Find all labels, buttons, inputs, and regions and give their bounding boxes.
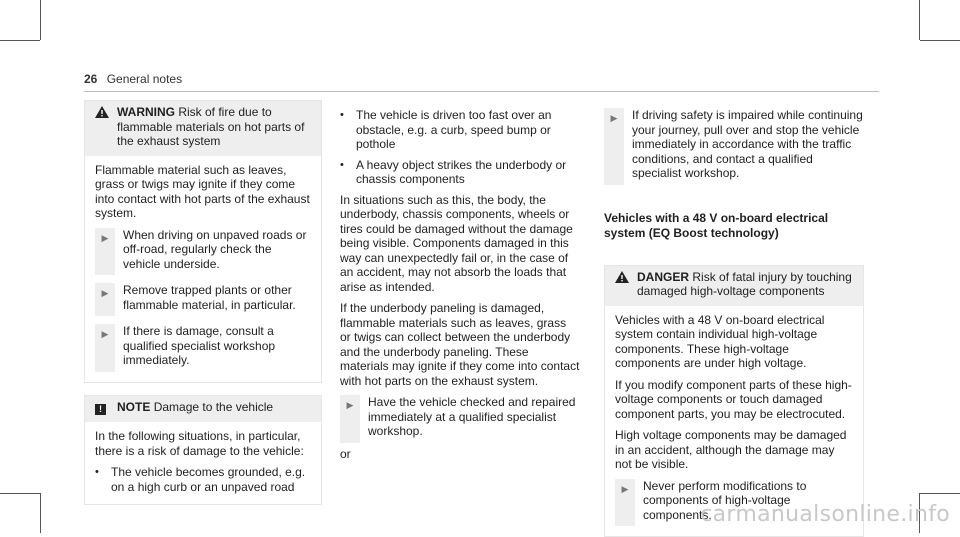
arrow-right-icon: ▶ (95, 228, 115, 276)
arrow-right-icon: ▶ (95, 283, 115, 316)
note-heading: Damage to the vehicle (154, 400, 273, 414)
note-box (84, 395, 322, 506)
section-title: Vehicles with a 48 V on-board electrical system (EQ Boost technology) (604, 211, 864, 241)
warning-label: WARNING (117, 105, 175, 119)
list-item-text: A heavy object strikes the underbody or chassis components (356, 158, 580, 187)
danger-paragraph: If you modify component parts of these high-voltage components or touch damaged component parts, you may be electrocuted. (615, 378, 853, 422)
note-body: In the following situations, in particular, there is a risk of damage to the vehicle: (95, 429, 311, 458)
step-text: If there is damage, consult a qualified specialist workshop immediately. (123, 324, 311, 372)
list-item (95, 465, 311, 494)
danger-paragraph: Vehicles with a 48 V on-board electrical system contain individual high-voltage components. These high-voltage components are under high voltage. (615, 313, 853, 371)
arrow-right-icon: ▶ (604, 108, 624, 185)
note-icon: ! (95, 401, 117, 416)
list-item-text: The vehicle is driven too fast over an obstacle, e.g. a curb, speed bump or pothole (356, 108, 580, 152)
arrow-right-icon: ▶ (340, 395, 360, 443)
instruction-step (340, 395, 580, 443)
watermark: carmanualsonline.info (700, 502, 950, 527)
warning-body: Flammable material such as leaves, grass or twigs may ignite if they come into contact with hot parts of the exhaust system. (95, 163, 311, 221)
instruction-step (604, 108, 864, 185)
step-text: If driving safety is impaired while continuing your journey, pull over and stop the vehicle immediately in accordance with the traffic conditions, and contact a qualified specialist workshop. (632, 108, 864, 185)
warning-triangle-icon (95, 106, 117, 122)
step-text: Never perform modifications to components of high-voltage components. (643, 479, 853, 527)
crop-mark (0, 40, 40, 41)
step-text: Have the vehicle checked and repaired immediately at a qualified specialist workshop. (368, 395, 580, 443)
danger-label: DANGER (637, 270, 689, 284)
column-3 (604, 108, 864, 537)
header-divider (84, 91, 879, 92)
bullet-icon: • (340, 158, 356, 187)
list-item (340, 158, 580, 187)
danger-paragraph: High voltage components may be damaged in an accident, although the damage may not be visible. (615, 428, 853, 472)
crop-mark (40, 493, 41, 533)
column-2 (340, 108, 580, 461)
crop-mark (919, 0, 920, 40)
page-header (84, 72, 182, 86)
warning-step (95, 283, 311, 316)
warning-step (95, 324, 311, 372)
arrow-right-icon: ▶ (95, 324, 115, 372)
warning-triangle-icon (615, 271, 637, 287)
crop-mark (0, 493, 40, 494)
paragraph: If the underbody paneling is damaged, flammable materials such as leaves, grass or twigs can collect between the underbody and the underbody paneling. These materials may ignite if they come into contact with hot parts on the exhaust system. (340, 301, 580, 388)
danger-box (604, 265, 864, 537)
danger-heading: Risk of fatal injury by touching damaged high-voltage components (637, 270, 852, 299)
page-number: 26 (84, 72, 97, 86)
warning-box (84, 100, 322, 383)
crop-mark (40, 0, 41, 40)
note-label: NOTE (117, 400, 150, 414)
step-text: Remove trapped plants or other flammable material, in particular. (123, 283, 311, 316)
or-text: or (340, 447, 580, 462)
warning-step (95, 228, 311, 276)
bullet-icon: • (95, 465, 111, 494)
note-header (85, 396, 321, 423)
step-text: When driving on unpaved roads or off-road, regularly check the vehicle underside. (123, 228, 311, 276)
list-item (340, 108, 580, 152)
crop-mark (920, 493, 960, 494)
danger-header (605, 266, 863, 306)
crop-mark (920, 40, 960, 41)
arrow-right-icon: ▶ (615, 479, 635, 527)
page-title: General notes (107, 72, 182, 86)
warning-header (85, 101, 321, 156)
warning-heading: Risk of fire due to flammable materials on hot parts of the exhaust system (117, 105, 304, 148)
list-item-text: The vehicle becomes grounded, e.g. on a high curb or an unpaved road (111, 465, 311, 494)
bullet-icon: • (340, 108, 356, 152)
column-1 (84, 100, 322, 505)
paragraph: In situations such as this, the body, the underbody, chassis components, wheels or tires could be damaged without the damage being visible. Components damaged in this way can unexpectedly fail or, in the case of an accident, may not absorb the loads that arise as intended. (340, 193, 580, 295)
